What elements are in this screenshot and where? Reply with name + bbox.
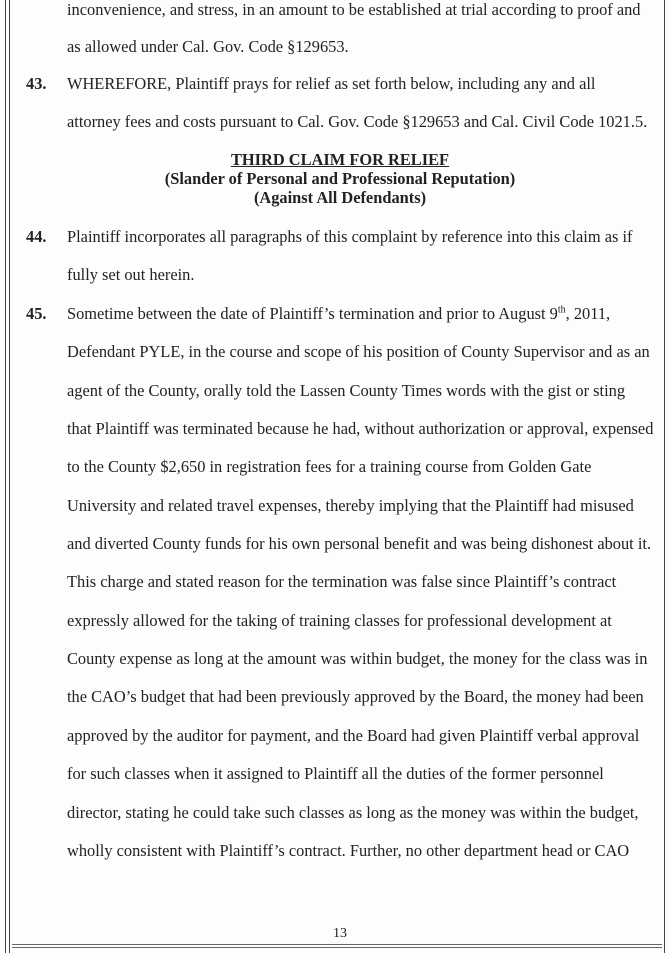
body-line: Plaintiff incorporates all paragraphs of this complaint by reference into this claim as if xyxy=(67,227,633,246)
body-line: inconvenience, and stress, in an amount to be established at trial according to proof and xyxy=(67,0,641,19)
claim-heading xyxy=(0,151,668,169)
body-line: Defendant PYLE, in the course and scope of his position of County Supervisor and as an xyxy=(67,342,650,361)
left-margin-rule-outer xyxy=(5,0,6,953)
claim-title: THIRD CLAIM FOR RELIEF xyxy=(230,150,450,169)
claim-subtitle: (Slander of Personal and Professional Reputation) xyxy=(164,169,516,188)
body-line: This charge and stated reason for the termination was false since Plaintiff’s contract xyxy=(67,572,617,591)
body-line: County expense as long at the amount was within budget, the money for the class was in xyxy=(67,649,648,668)
footer-rule xyxy=(12,944,662,945)
body-line: expressly allowed for the taking of training classes for professional development at xyxy=(67,611,612,630)
body-line: fully set out herein. xyxy=(67,265,195,284)
body-line: WHEREFORE, Plaintiff prays for relief as set forth below, including any and all xyxy=(67,74,596,93)
body-line: that Plaintiff was terminated because he had, without authorization or approval, expensed xyxy=(67,419,654,438)
claim-against: (Against All Defendants) xyxy=(253,188,427,207)
body-line xyxy=(67,304,610,324)
body-line: attorney fees and costs pursuant to Cal. Gov. Code §129653 and Cal. Civil Code 1021.5. xyxy=(67,112,648,131)
body-line: wholly consistent with Plaintiff’s contract. Further, no other department head or CAO xyxy=(67,841,630,860)
body-line: University and related travel expenses, thereby implying that the Plaintiff had misused xyxy=(67,496,634,515)
body-line: approved by the auditor for payment, and the Board had given Plaintiff verbal approval xyxy=(67,726,640,745)
footer-rule xyxy=(12,947,662,948)
left-margin-rule-inner xyxy=(9,0,10,953)
paragraph-number: 45. xyxy=(26,304,47,323)
body-line: to the County $2,650 in registration fees for a training course from Golden Gate xyxy=(67,457,592,476)
body-line: director, stating he could take such classes as long as the money was within the budget, xyxy=(67,803,639,822)
body-text: Sometime between the date of Plaintiff’s termination and prior to August 9 xyxy=(67,304,558,323)
paragraph-number: 44. xyxy=(26,227,47,246)
body-text: , 2011, xyxy=(565,304,611,323)
page-number: 13 xyxy=(333,926,347,941)
body-line: for such classes when it assigned to Plaintiff all the duties of the former personnel xyxy=(67,764,604,783)
body-line: agent of the County, orally told the Lassen County Times words with the gist or sting xyxy=(67,381,626,400)
body-line: and diverted County funds for his own personal benefit and was being dishonest about it. xyxy=(67,534,652,553)
right-margin-rule xyxy=(664,0,665,953)
paragraph-number: 43. xyxy=(26,74,47,93)
superscript: th xyxy=(557,304,566,316)
body-line: the CAO’s budget that had been previously approved by the Board, the money had been xyxy=(67,687,644,706)
body-line: as allowed under Cal. Gov. Code §129653. xyxy=(67,37,349,56)
